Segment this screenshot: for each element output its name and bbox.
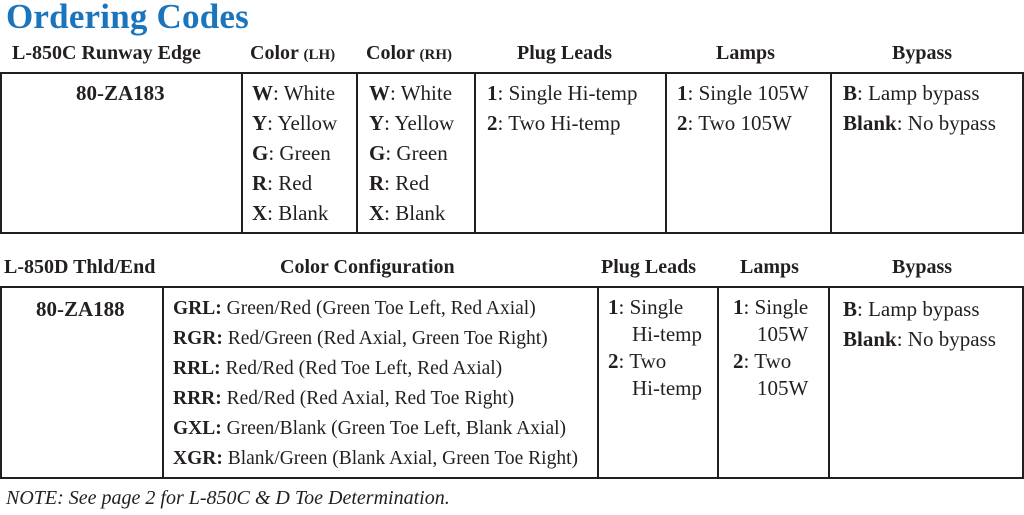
bypass-list bbox=[843, 78, 996, 138]
list-item: XGR: Blank/Green (Blank Axial, Green Toe Right) bbox=[173, 448, 578, 469]
part-code-2: 80-ZA188 bbox=[36, 297, 125, 321]
column-divider bbox=[665, 74, 667, 232]
part-code: 80-ZA183 bbox=[76, 81, 165, 105]
header-color-lh-label: Color bbox=[250, 42, 299, 64]
column-divider bbox=[162, 288, 164, 477]
column-divider bbox=[717, 288, 719, 477]
lamps-list bbox=[677, 78, 809, 138]
header-plug-leads-2: Plug Leads bbox=[601, 256, 697, 278]
header-color-rh-suffix: (RH) bbox=[419, 47, 453, 63]
header-bypass: Bypass bbox=[892, 42, 953, 64]
list-item: 1: Single Hi-temp bbox=[487, 81, 638, 105]
list-item: G: Green bbox=[369, 141, 448, 165]
footnote: NOTE: See page 2 for L-850C & D Toe Determination. bbox=[6, 487, 450, 509]
color-lh-list bbox=[252, 78, 337, 228]
list-item: RRL: Red/Red (Red Toe Left, Red Axial) bbox=[173, 358, 503, 379]
list-item: 2: Two bbox=[733, 349, 792, 373]
column-divider bbox=[828, 288, 830, 477]
list-item-continuation: 105W bbox=[757, 376, 809, 400]
header-lamps: Lamps bbox=[716, 42, 775, 64]
header-plug-leads: Plug Leads bbox=[517, 42, 613, 64]
list-item: W: White bbox=[252, 81, 336, 105]
list-item: Y: Yellow bbox=[252, 111, 338, 135]
list-item: B: Lamp bypass bbox=[843, 297, 980, 321]
plug-leads-list bbox=[487, 78, 638, 138]
header-color-rh bbox=[366, 42, 452, 65]
list-item: R: Red bbox=[252, 171, 313, 195]
plug-leads-list-2 bbox=[608, 294, 702, 402]
header-bypass-2: Bypass bbox=[892, 256, 953, 278]
list-item: 1: Single 105W bbox=[677, 81, 809, 105]
list-item: B: Lamp bypass bbox=[843, 81, 980, 105]
column-divider bbox=[830, 74, 832, 232]
list-item: R: Red bbox=[369, 171, 430, 195]
color-configuration-list bbox=[173, 294, 578, 474]
list-item: 1: Single bbox=[733, 295, 809, 319]
list-item: G: Green bbox=[252, 141, 331, 165]
column-divider bbox=[356, 74, 358, 232]
list-item-continuation: Hi-temp bbox=[632, 322, 702, 346]
list-item: GXL: Green/Blank (Green Toe Left, Blank Axial) bbox=[173, 418, 567, 439]
page-title: Ordering Codes bbox=[6, 0, 249, 36]
column-divider bbox=[597, 288, 599, 477]
column-divider bbox=[474, 74, 476, 232]
list-item-continuation: Hi-temp bbox=[632, 376, 702, 400]
column-divider bbox=[241, 74, 243, 232]
list-item: Blank: No bypass bbox=[843, 327, 996, 351]
list-item-continuation: 105W bbox=[757, 322, 809, 346]
header-lamps-2: Lamps bbox=[740, 256, 799, 278]
lamps-list-2 bbox=[733, 294, 808, 402]
header-color-configuration: Color Configuration bbox=[280, 256, 455, 278]
color-rh-list bbox=[369, 78, 454, 228]
list-item: 2: Two 105W bbox=[677, 111, 792, 135]
list-item: W: White bbox=[369, 81, 453, 105]
ordering-table-l850c bbox=[0, 72, 1024, 234]
list-item: Blank: No bypass bbox=[843, 111, 996, 135]
list-item: 1: Single bbox=[608, 295, 684, 319]
header-product-2: L-850D Thld/End bbox=[4, 256, 156, 278]
list-item: GRL: Green/Red (Green Toe Left, Red Axial) bbox=[173, 298, 536, 319]
list-item: 2: Two Hi-temp bbox=[487, 111, 621, 135]
list-item: 2: Two bbox=[608, 349, 667, 373]
header-color-rh-label: Color bbox=[366, 42, 415, 64]
list-item: RGR: Red/Green (Red Axial, Green Toe Right) bbox=[173, 328, 548, 349]
list-item: X: Blank bbox=[252, 201, 329, 225]
header-product: L-850C Runway Edge bbox=[12, 42, 201, 64]
header-color-lh-suffix: (LH) bbox=[303, 47, 336, 63]
list-item: RRR: Red/Red (Red Axial, Red Toe Right) bbox=[173, 388, 515, 409]
bypass-list-2 bbox=[843, 294, 996, 354]
header-color-lh bbox=[250, 42, 335, 65]
ordering-table-l850d bbox=[0, 286, 1024, 479]
list-item: X: Blank bbox=[369, 201, 446, 225]
list-item: Y: Yellow bbox=[369, 111, 455, 135]
